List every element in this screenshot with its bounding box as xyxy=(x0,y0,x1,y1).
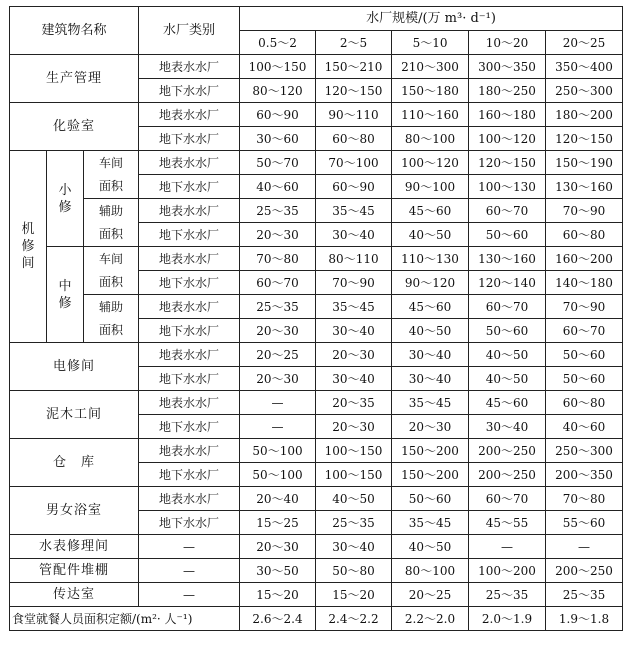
table-row xyxy=(10,151,623,175)
value-cell: — xyxy=(240,391,316,415)
value-cell: 30～40 xyxy=(316,319,392,343)
row-name-lab: 化验室 xyxy=(10,103,139,151)
value-cell: 50～100 xyxy=(240,439,316,463)
table-row xyxy=(10,535,623,559)
table-row xyxy=(10,295,623,319)
value-cell: 70～80 xyxy=(240,247,316,271)
plant-type-cell: 地下水水厂 xyxy=(139,127,240,151)
value-cell: 40～50 xyxy=(392,535,469,559)
value-cell: 120～140 xyxy=(469,271,546,295)
plant-type-cell: 地表水水厂 xyxy=(139,103,240,127)
value-cell: 40～50 xyxy=(469,343,546,367)
plant-type-cell: 地表水水厂 xyxy=(139,391,240,415)
plant-type-cell: 地表水水厂 xyxy=(139,55,240,79)
value-cell: 150～210 xyxy=(316,55,392,79)
row-name-minor-char: 小 xyxy=(58,182,72,198)
value-cell: 100～150 xyxy=(240,55,316,79)
sub-label-area: 面积 xyxy=(84,223,139,247)
header-scale-range: 10～20 xyxy=(469,31,546,55)
row-name-warehouse: 仓 库 xyxy=(10,439,139,487)
value-cell: 25～35 xyxy=(316,511,392,535)
value-cell: 210～300 xyxy=(392,55,469,79)
value-cell: 40～50 xyxy=(392,319,469,343)
value-cell: 80～100 xyxy=(392,559,469,583)
value-cell: 180～200 xyxy=(546,103,623,127)
row-name-meter: 水表修理间 xyxy=(10,535,139,559)
row-name-medium-repair xyxy=(47,247,84,343)
table-row xyxy=(10,175,623,199)
value-cell: 20～25 xyxy=(240,343,316,367)
plant-type-cell: — xyxy=(139,583,240,607)
plant-type-cell: 地表水水厂 xyxy=(139,247,240,271)
row-name-medium-char: 修 xyxy=(58,295,72,311)
header-building-name: 建筑物名称 xyxy=(10,7,139,55)
value-cell: 35～45 xyxy=(316,295,392,319)
value-cell: 100～130 xyxy=(469,175,546,199)
value-cell: 40～60 xyxy=(546,415,623,439)
plant-type-cell: 地表水水厂 xyxy=(139,439,240,463)
value-cell: 50～70 xyxy=(240,151,316,175)
value-cell: 90～120 xyxy=(392,271,469,295)
sub-label-auxiliary: 辅助 xyxy=(84,295,139,319)
sub-label-workshop: 车间 xyxy=(84,247,139,271)
value-cell: 15～25 xyxy=(240,511,316,535)
value-cell: 150～200 xyxy=(392,439,469,463)
value-cell: 120～150 xyxy=(546,127,623,151)
value-cell: 50～60 xyxy=(546,343,623,367)
value-cell: 120～150 xyxy=(316,79,392,103)
value-cell: 15～20 xyxy=(316,583,392,607)
plant-type-cell: 地下水水厂 xyxy=(139,223,240,247)
value-cell: 55～60 xyxy=(546,511,623,535)
header-scale-range: 2～5 xyxy=(316,31,392,55)
value-cell: 70～90 xyxy=(316,271,392,295)
header-scale-range: 5～10 xyxy=(392,31,469,55)
value-cell: 100～150 xyxy=(316,439,392,463)
row-name-repair-char: 间 xyxy=(21,256,35,271)
row-name-minor-char: 修 xyxy=(58,199,72,215)
row-name-repair-char: 机 xyxy=(21,222,35,237)
value-cell: 40～50 xyxy=(392,223,469,247)
table-row xyxy=(10,607,623,631)
sub-label-area: 面积 xyxy=(84,175,139,199)
value-cell: 50～80 xyxy=(316,559,392,583)
value-cell: 35～45 xyxy=(316,199,392,223)
value-cell: 60～70 xyxy=(469,295,546,319)
value-cell: 15～20 xyxy=(240,583,316,607)
plant-type-cell: 地下水水厂 xyxy=(139,511,240,535)
value-cell: 100～200 xyxy=(469,559,546,583)
plant-type-cell: 地表水水厂 xyxy=(139,295,240,319)
value-cell: 60～80 xyxy=(546,223,623,247)
value-cell: 70～90 xyxy=(546,199,623,223)
value-cell: 160～180 xyxy=(469,103,546,127)
value-cell: — xyxy=(469,535,546,559)
table-row xyxy=(10,559,623,583)
plant-type-cell: 地表水水厂 xyxy=(139,487,240,511)
row-name-guard: 传达室 xyxy=(10,583,139,607)
plant-type-cell: — xyxy=(139,559,240,583)
value-cell: 100～120 xyxy=(392,151,469,175)
value-cell: 20～25 xyxy=(392,583,469,607)
value-cell: 30～50 xyxy=(240,559,316,583)
row-name-carpentry: 泥木工间 xyxy=(10,391,139,439)
plant-type-cell: 地下水水厂 xyxy=(139,463,240,487)
value-cell: 250～300 xyxy=(546,439,623,463)
value-cell: 20～30 xyxy=(392,415,469,439)
value-cell: 45～60 xyxy=(392,199,469,223)
value-cell: 70～100 xyxy=(316,151,392,175)
value-cell: 130～160 xyxy=(469,247,546,271)
value-cell: 40～50 xyxy=(469,367,546,391)
value-cell: 80～110 xyxy=(316,247,392,271)
plant-type-cell: 地下水水厂 xyxy=(139,271,240,295)
value-cell: 50～60 xyxy=(469,319,546,343)
value-cell: 35～45 xyxy=(392,391,469,415)
row-name-medium-char: 中 xyxy=(58,278,72,294)
row-name-repair xyxy=(10,151,47,343)
value-cell: 30～40 xyxy=(392,367,469,391)
value-cell: 200～250 xyxy=(546,559,623,583)
table-row xyxy=(10,343,623,367)
value-cell: 150～190 xyxy=(546,151,623,175)
value-cell: 20～30 xyxy=(240,319,316,343)
value-cell: 130～160 xyxy=(546,175,623,199)
plant-type-cell: 地表水水厂 xyxy=(139,199,240,223)
value-cell: 25～35 xyxy=(240,295,316,319)
value-cell: 1.9～1.8 xyxy=(546,607,623,631)
value-cell: 150～180 xyxy=(392,79,469,103)
table-row xyxy=(10,55,623,79)
table-row xyxy=(10,439,623,463)
value-cell: 80～120 xyxy=(240,79,316,103)
value-cell: 60～80 xyxy=(546,391,623,415)
value-cell: 20～35 xyxy=(316,391,392,415)
plant-type-cell: 地表水水厂 xyxy=(139,151,240,175)
sub-label-area: 面积 xyxy=(84,271,139,295)
value-cell: 20～30 xyxy=(316,415,392,439)
value-cell: 30～60 xyxy=(240,127,316,151)
value-cell: 200～250 xyxy=(469,463,546,487)
value-cell: 20～30 xyxy=(316,343,392,367)
value-cell: 2.6～2.4 xyxy=(240,607,316,631)
value-cell: 250～300 xyxy=(546,79,623,103)
value-cell: 70～80 xyxy=(546,487,623,511)
row-name-repair-char: 修 xyxy=(21,239,35,254)
value-cell: 90～110 xyxy=(316,103,392,127)
row-name-pipe: 管配件堆棚 xyxy=(10,559,139,583)
value-cell: 60～90 xyxy=(240,103,316,127)
value-cell: 160～200 xyxy=(546,247,623,271)
table-row xyxy=(10,391,623,415)
value-cell: — xyxy=(240,415,316,439)
value-cell: 25～35 xyxy=(546,583,623,607)
table-row xyxy=(10,583,623,607)
plant-type-cell: 地表水水厂 xyxy=(139,343,240,367)
value-cell: 140～180 xyxy=(546,271,623,295)
value-cell: 150～200 xyxy=(392,463,469,487)
value-cell: 50～60 xyxy=(546,367,623,391)
value-cell: 300～350 xyxy=(469,55,546,79)
table-row xyxy=(10,199,623,223)
value-cell: 30～40 xyxy=(469,415,546,439)
value-cell: 60～70 xyxy=(469,199,546,223)
plant-type-cell: 地下水水厂 xyxy=(139,415,240,439)
value-cell: 45～55 xyxy=(469,511,546,535)
row-name-electric: 电修间 xyxy=(10,343,139,391)
value-cell: 30～40 xyxy=(316,535,392,559)
value-cell: 35～45 xyxy=(392,511,469,535)
value-cell: 70～90 xyxy=(546,295,623,319)
value-cell: 200～250 xyxy=(469,439,546,463)
value-cell: 20～30 xyxy=(240,535,316,559)
value-cell: 20～30 xyxy=(240,367,316,391)
value-cell: 50～60 xyxy=(469,223,546,247)
value-cell: 25～35 xyxy=(240,199,316,223)
building-area-table-container xyxy=(9,6,623,631)
value-cell: 60～80 xyxy=(316,127,392,151)
value-cell: 90～100 xyxy=(392,175,469,199)
header-scale-range: 20～25 xyxy=(546,31,623,55)
value-cell: 100～120 xyxy=(469,127,546,151)
value-cell: — xyxy=(546,535,623,559)
header-scale-title: 水厂规模/(万 m³· d⁻¹) xyxy=(240,7,623,31)
value-cell: 25～35 xyxy=(469,583,546,607)
value-cell: 2.0～1.9 xyxy=(469,607,546,631)
plant-type-cell: 地下水水厂 xyxy=(139,175,240,199)
value-cell: 45～60 xyxy=(392,295,469,319)
row-name-canteen: 食堂就餐人员面积定额/(m²· 人⁻¹) xyxy=(10,607,240,631)
table-row xyxy=(10,319,623,343)
value-cell: 2.2～2.0 xyxy=(392,607,469,631)
value-cell: 45～60 xyxy=(469,391,546,415)
value-cell: 50～100 xyxy=(240,463,316,487)
value-cell: 120～150 xyxy=(469,151,546,175)
value-cell: 20～30 xyxy=(240,223,316,247)
value-cell: 80～100 xyxy=(392,127,469,151)
value-cell: 2.4～2.2 xyxy=(316,607,392,631)
value-cell: 110～130 xyxy=(392,247,469,271)
value-cell: 60～70 xyxy=(240,271,316,295)
value-cell: 30～40 xyxy=(392,343,469,367)
table-row xyxy=(10,223,623,247)
table-row xyxy=(10,487,623,511)
value-cell: 60～90 xyxy=(316,175,392,199)
plant-type-cell: 地下水水厂 xyxy=(139,367,240,391)
sub-label-auxiliary: 辅助 xyxy=(84,199,139,223)
value-cell: 30～40 xyxy=(316,367,392,391)
plant-type-cell: 地下水水厂 xyxy=(139,79,240,103)
table-row xyxy=(10,247,623,271)
value-cell: 100～150 xyxy=(316,463,392,487)
plant-type-cell: — xyxy=(139,535,240,559)
value-cell: 180～250 xyxy=(469,79,546,103)
header-scale-range: 0.5～2 xyxy=(240,31,316,55)
value-cell: 200～350 xyxy=(546,463,623,487)
value-cell: 60～70 xyxy=(546,319,623,343)
row-name-minor-repair xyxy=(47,151,84,247)
sub-label-workshop: 车间 xyxy=(84,151,139,175)
value-cell: 20～40 xyxy=(240,487,316,511)
table-row xyxy=(10,103,623,127)
table-row xyxy=(10,271,623,295)
value-cell: 50～60 xyxy=(392,487,469,511)
header-plant-type: 水厂类别 xyxy=(139,7,240,55)
value-cell: 350～400 xyxy=(546,55,623,79)
value-cell: 40～50 xyxy=(316,487,392,511)
value-cell: 40～60 xyxy=(240,175,316,199)
row-name-bathroom: 男女浴室 xyxy=(10,487,139,535)
building-area-table xyxy=(9,6,623,631)
plant-type-cell: 地下水水厂 xyxy=(139,319,240,343)
value-cell: 30～40 xyxy=(316,223,392,247)
row-name-production: 生产管理 xyxy=(10,55,139,103)
sub-label-area: 面积 xyxy=(84,319,139,343)
value-cell: 110～160 xyxy=(392,103,469,127)
value-cell: 60～70 xyxy=(469,487,546,511)
